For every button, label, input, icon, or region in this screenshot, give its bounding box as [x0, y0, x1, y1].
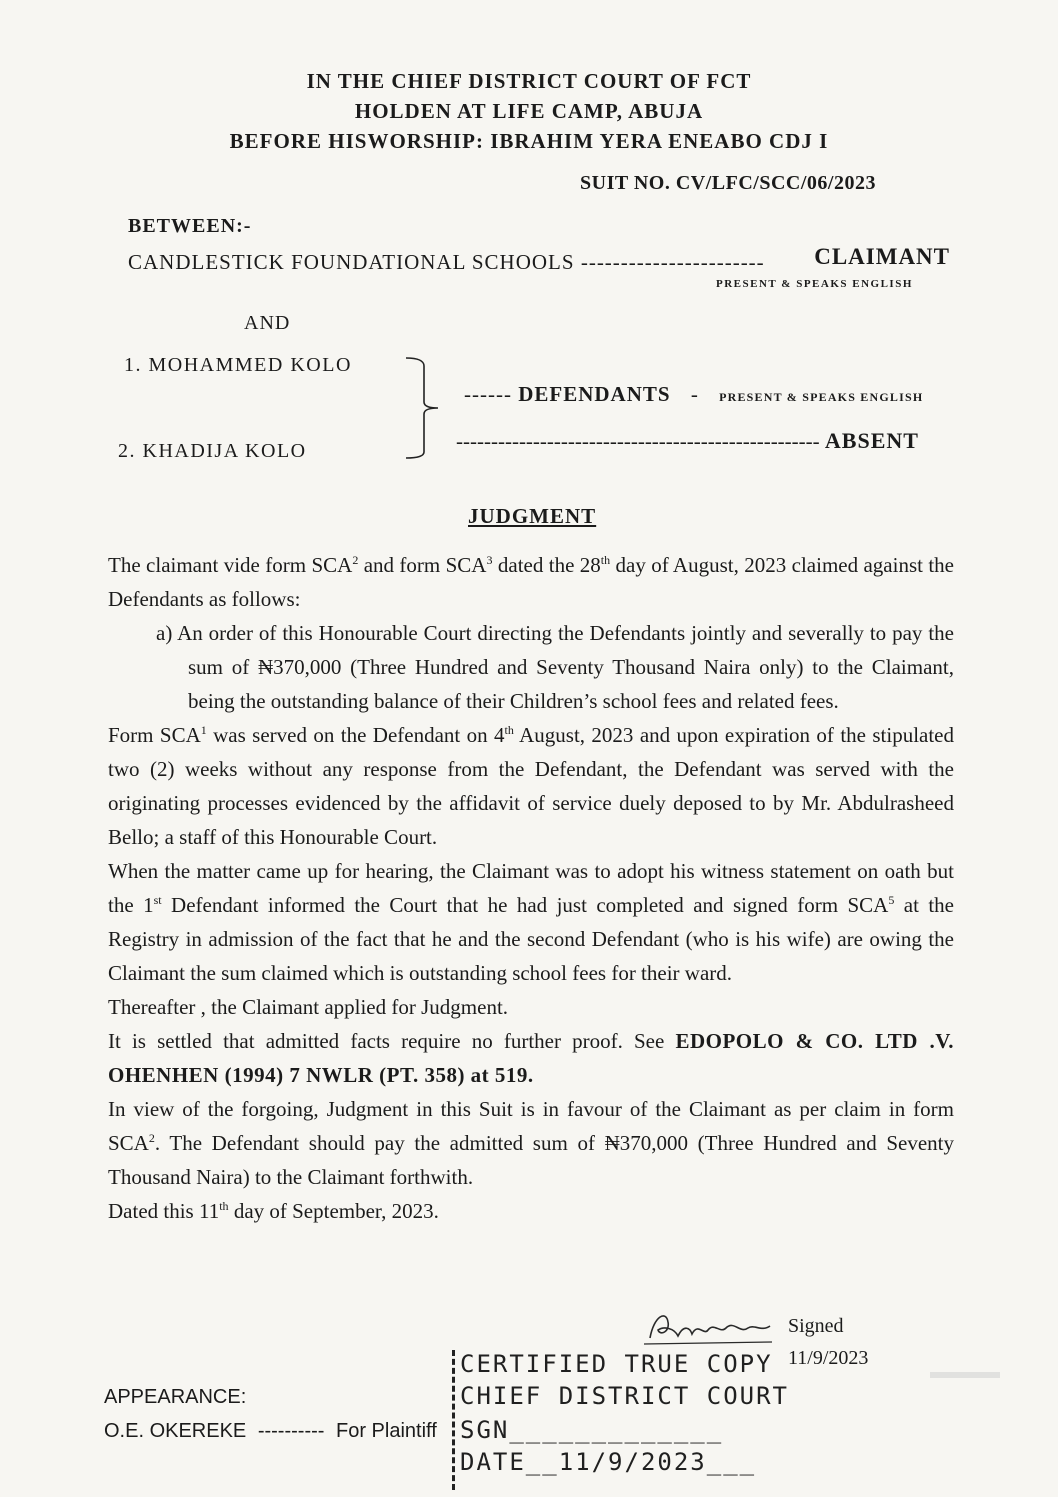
p6-sup-1: 2	[148, 1131, 155, 1145]
p3-sup-2: 5	[888, 893, 895, 907]
p1-sup-1: 2	[352, 553, 359, 567]
defendants-separator: -	[690, 382, 699, 406]
court-location: HOLDEN AT LIFE CAMP, ABUJA	[354, 99, 704, 123]
p1-sup-3: th	[600, 553, 611, 567]
stamp-line-4: DATE__11/9/2023___	[460, 1448, 757, 1476]
paragraph-order	[108, 1092, 954, 1194]
p1-text-a: The claimant vide form SCA	[108, 553, 353, 577]
p6-text-b: . The Defendant should pay the admitted sum of ₦370,000 (Three Hundred and Seventy Thousand Naira) to the Claimant forthwith.	[108, 1131, 954, 1189]
claimant-role: CLAIMANT	[814, 244, 950, 269]
defendants-dashes: ------	[464, 382, 512, 406]
p2-text-c: August, 2023 and upon expiration of the stipulated two (2) weeks without any response from the Defendant, the Defendant was served with the originating processes evidenced by the affidavit of service duely deposed to by Mr. Abdulrasheed Bello; a staff of this Honourable Court.	[108, 723, 955, 849]
stamp-line-3: SGN_____________	[460, 1416, 724, 1444]
p3-text-b: Defendant informed the Court that he had just completed and signed form SCA	[161, 893, 889, 917]
defendants-role-row	[464, 382, 923, 407]
p7-text-b: day of September, 2023.	[228, 1199, 439, 1223]
case-citation: EDOPOLO & CO. LTD .V. OHENHEN (1994) 7 NWLR (PT. 358) at 519.	[108, 1029, 954, 1087]
defendants-role: DEFENDANTS	[518, 382, 671, 406]
appearance-title: APPEARANCE:	[104, 1386, 247, 1408]
p2-text-a: Form SCA	[108, 723, 201, 747]
p2-text-b: was served on the Defendant on 4	[206, 723, 505, 747]
paragraph-application: Thereafter , the Claimant applied for Judgment.	[108, 995, 509, 1019]
defendant-1: 1. MOHAMMED KOLO	[124, 354, 352, 376]
certified-true-copy-stamp	[452, 1342, 789, 1492]
paragraph-hearing	[108, 854, 954, 990]
and-label: AND	[244, 312, 291, 334]
signed-block	[788, 1310, 868, 1374]
counsel-name: O.E. OKEREKE	[104, 1420, 247, 1442]
signed-label: Signed	[788, 1315, 844, 1337]
defendant-2: 2. KHADIJA KOLO	[118, 440, 307, 462]
p6-text-a: In view of the forgoing, Judgment in this Suit is in favour of the Claimant as per claim in form SCA	[108, 1097, 954, 1155]
p3-text-a: When the matter came up for hearing, the Claimant was to adopt his witness statement on oath but the 1	[108, 859, 954, 917]
claim-item-a: a) An order of this Honourable Court directing the Defendants jointly and severally to pay the sum of ₦370,000 (Three Hundred and Seventy Thousand Naira only) to the Claimant, being the outstanding balance of their Children’s school fees and related fees.	[156, 621, 954, 713]
scan-mark	[930, 1372, 1000, 1378]
p1-text-d: day of August, 2023 claimed against the Defendants as follows:	[108, 553, 955, 611]
suit-number: SUIT NO. CV/LFC/SCC/06/2023	[580, 172, 876, 194]
paragraph-date	[108, 1194, 954, 1228]
p1-text-c: dated the 28	[492, 553, 601, 577]
p7-sup-1: th	[219, 1199, 229, 1213]
p2-sup-1: 1	[200, 723, 207, 737]
judgment-body	[108, 548, 954, 1228]
p7-text-a: Dated this 11	[108, 1199, 220, 1223]
stamp-border	[452, 1350, 455, 1490]
p1-sup-2: 3	[486, 553, 493, 567]
presiding-judge: BEFORE HISWORSHIP: IBRAHIM YERA ENEABO CDJ I	[229, 129, 829, 153]
paragraph-service	[108, 718, 954, 854]
signed-date: 11/9/2023	[788, 1347, 869, 1369]
counsel-dashes: ----------	[257, 1420, 325, 1442]
defendants-attendance-note: PRESENT & SPEAKS ENGLISH	[719, 390, 924, 404]
court-name: IN THE CHIEF DISTRICT COURT OF FCT	[306, 69, 752, 93]
judgment-title: JUDGMENT	[468, 504, 597, 528]
p5-text-a: It is settled that admitted facts require no further proof. See	[108, 1029, 676, 1053]
between-label: BETWEEN:-	[128, 215, 252, 237]
claimant-row	[128, 244, 958, 275]
paragraph-claim-intro	[108, 548, 954, 616]
claimant-name: CANDLESTICK FOUNDATIONAL SCHOOLS	[128, 250, 575, 274]
absent-label: ABSENT	[824, 428, 919, 453]
counsel-role: For Plaintiff	[336, 1420, 437, 1442]
p3-text-c: at the Registry in admission of the fact that he and the second Defendant (who is his wife) are owing the Claimant the sum claimed which is outstanding school fees for their ward.	[108, 893, 955, 985]
absent-dashes: ----------------------------------------------------	[456, 429, 820, 453]
appearance-block	[104, 1380, 437, 1448]
court-header	[0, 66, 1058, 156]
claimant-attendance-note: PRESENT & SPEAKS ENGLISH	[716, 278, 913, 290]
claimant-dashes: -----------------------	[580, 250, 765, 274]
p3-sup-1: st	[153, 893, 162, 907]
stamp-line-2: CHIEF DISTRICT COURT	[460, 1382, 789, 1410]
absent-row	[456, 428, 919, 454]
stamp-line-1: CERTIFIED TRUE COPY	[460, 1350, 773, 1378]
paragraph-authority	[108, 1024, 954, 1092]
p1-text-b: and form SCA	[358, 553, 487, 577]
defendants-brace	[402, 352, 442, 464]
p2-sup-2: th	[504, 723, 514, 737]
appearance-counsel-row	[104, 1414, 437, 1448]
